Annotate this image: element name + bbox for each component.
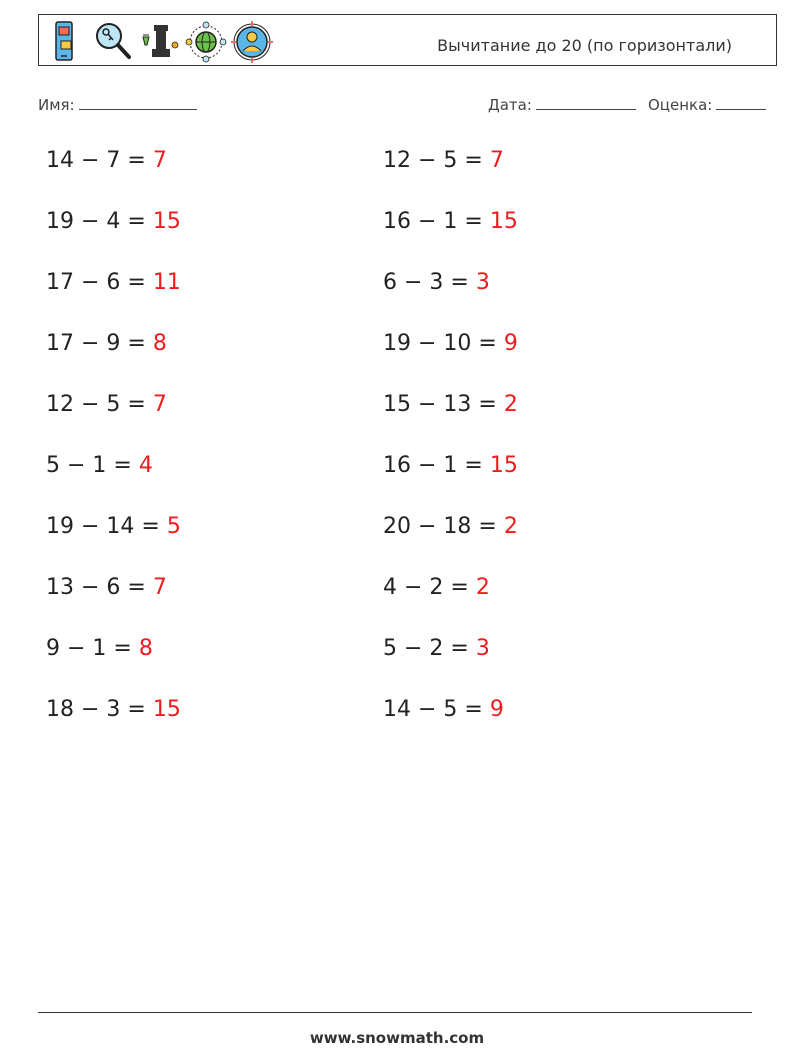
problem-answer: 2 [503, 514, 518, 539]
problem-answer: 15 [489, 453, 518, 478]
user-target-icon [231, 21, 273, 63]
problem-answer: 3 [475, 636, 490, 661]
problem-answer: 9 [489, 697, 504, 722]
problem-expression: 13 − 6 = [46, 575, 146, 600]
date-label: Дата: [488, 96, 532, 114]
problem-expression: 6 − 3 = [383, 270, 469, 295]
problem-answer: 8 [138, 636, 153, 661]
problem-expression: 15 − 13 = [383, 392, 497, 417]
problem-expression: 17 − 9 = [46, 331, 146, 356]
problem-answer: 15 [152, 697, 181, 722]
problem-item [383, 209, 518, 234]
problem-item [383, 636, 490, 661]
problem-item [383, 148, 504, 173]
problem-answer: 7 [152, 392, 167, 417]
score-label: Оценка: [648, 96, 713, 114]
name-line [79, 95, 197, 110]
worksheet-title: Вычитание до 20 (по горизонтали) [437, 36, 732, 55]
problem-expression: 5 − 1 = [46, 453, 132, 478]
problem-expression: 20 − 18 = [383, 514, 497, 539]
problem-expression: 19 − 14 = [46, 514, 160, 539]
problem-answer: 3 [475, 270, 490, 295]
problem-item [46, 209, 181, 234]
problem-expression: 5 − 2 = [383, 636, 469, 661]
problem-answer: 4 [138, 453, 153, 478]
problem-expression: 4 − 2 = [383, 575, 469, 600]
problem-item [383, 392, 518, 417]
problem-expression: 9 − 1 = [46, 636, 132, 661]
problem-answer: 2 [503, 392, 518, 417]
problem-item [46, 636, 153, 661]
problem-answer: 2 [475, 575, 490, 600]
problem-item [383, 331, 518, 356]
footer-website: www.snowmath.com [309, 1029, 485, 1047]
problem-item [383, 697, 504, 722]
network-globe-icon [185, 21, 227, 63]
problem-answer: 15 [489, 209, 518, 234]
problem-expression: 16 − 1 = [383, 209, 483, 234]
score-field [648, 95, 766, 114]
problem-item [383, 453, 518, 478]
problem-item [383, 575, 490, 600]
problem-item [46, 270, 181, 295]
problem-expression: 12 − 5 = [46, 392, 146, 417]
problem-answer: 9 [503, 331, 518, 356]
footer-divider [38, 1012, 752, 1013]
problem-expression: 16 − 1 = [383, 453, 483, 478]
problem-expression: 18 − 3 = [46, 697, 146, 722]
worksheet-header [38, 14, 777, 66]
score-line [716, 95, 766, 110]
problem-answer: 11 [152, 270, 181, 295]
problem-item [46, 575, 167, 600]
problem-item [46, 697, 181, 722]
problem-expression: 19 − 4 = [46, 209, 146, 234]
date-line [536, 95, 636, 110]
smartphone-icon [51, 21, 77, 61]
problem-expression: 17 − 6 = [46, 270, 146, 295]
name-field [38, 95, 197, 114]
problem-item [46, 148, 167, 173]
problem-item [383, 270, 490, 295]
problem-expression: 12 − 5 = [383, 148, 483, 173]
chess-rook-icon [139, 21, 181, 61]
problem-answer: 8 [152, 331, 167, 356]
problem-answer: 7 [152, 148, 167, 173]
problem-answer: 5 [166, 514, 181, 539]
problem-answer: 7 [489, 148, 504, 173]
problem-answer: 7 [152, 575, 167, 600]
problem-expression: 14 − 7 = [46, 148, 146, 173]
problem-item [383, 514, 518, 539]
problem-item [46, 331, 167, 356]
magnifier-key-icon [93, 21, 133, 61]
problem-expression: 19 − 10 = [383, 331, 497, 356]
problem-item [46, 514, 181, 539]
problem-item [46, 392, 167, 417]
date-field [488, 95, 636, 114]
problem-answer: 15 [152, 209, 181, 234]
name-label: Имя: [38, 96, 75, 114]
problem-expression: 14 − 5 = [383, 697, 483, 722]
problem-item [46, 453, 153, 478]
